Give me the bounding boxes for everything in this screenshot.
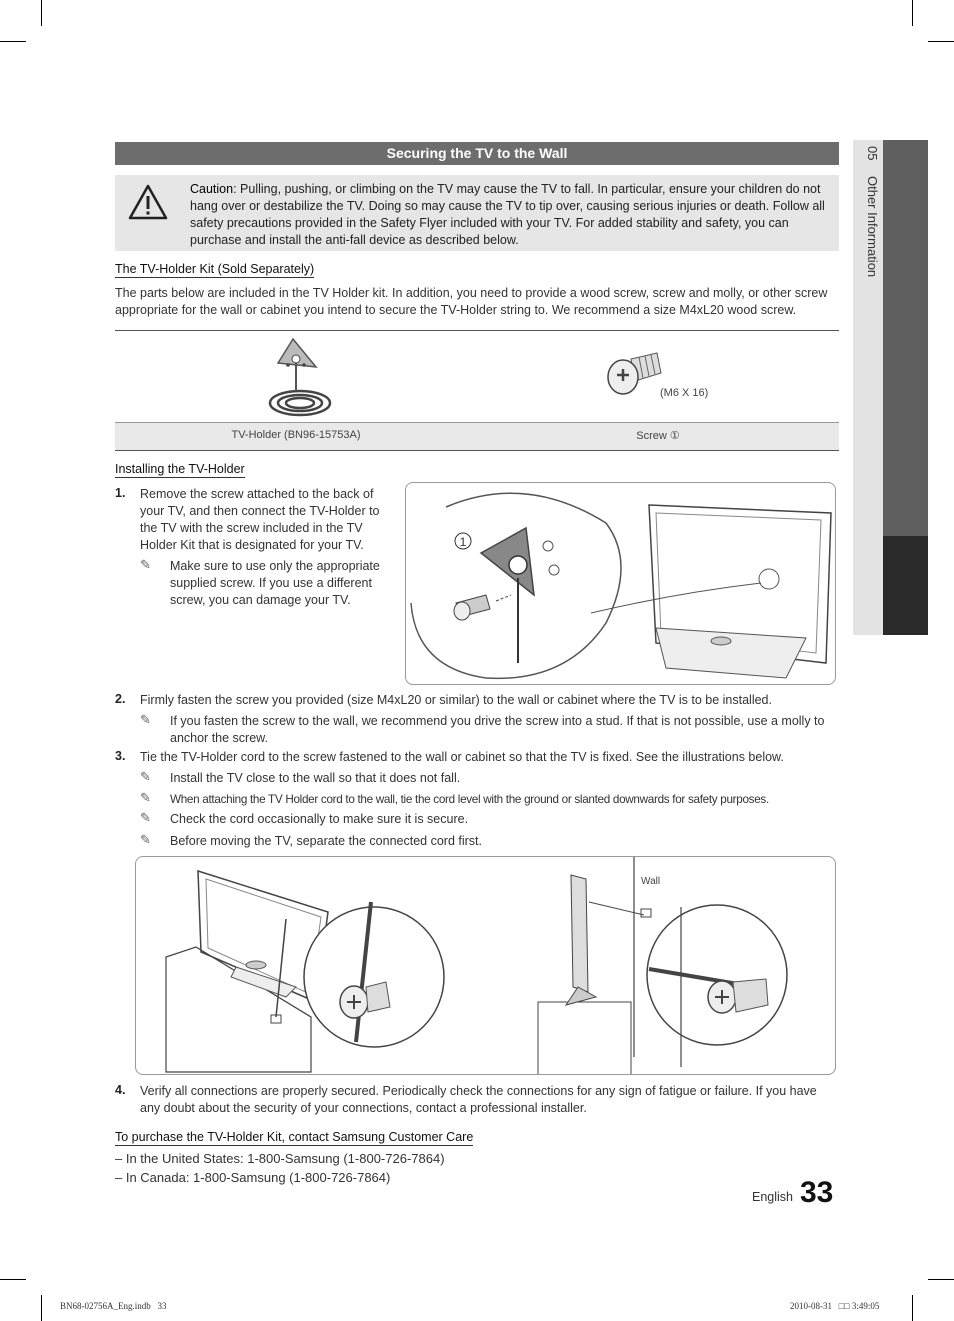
step-note: Before moving the TV, separate the connected cord first. [170, 834, 482, 848]
note-pencil-icon: ✎ [140, 810, 151, 825]
tv-holder-caption: TV-Holder (BN96-15753A) [231, 429, 361, 441]
caution-box [115, 175, 839, 251]
step-number: 3. [115, 749, 126, 763]
note-pencil-icon: ✎ [140, 790, 151, 805]
page-number: 33 [800, 1176, 834, 1209]
figure-marker-text: 1 [459, 535, 467, 549]
note-pencil-icon: ✎ [140, 832, 151, 847]
kit-heading-wrap [115, 260, 314, 278]
tie-cord-illustration [136, 857, 835, 1074]
crop-mark [41, 1295, 42, 1321]
footer-timestamp: 2010-08-31 □□ 3:49:05 [790, 1301, 880, 1311]
footer-language: English [752, 1190, 793, 1204]
crop-mark [912, 0, 913, 26]
crop-mark [928, 1279, 954, 1280]
attach-illustration [406, 483, 835, 684]
purchase-heading: To purchase the TV-Holder Kit, contact Samsung Customer Care [115, 1130, 474, 1144]
kit-intro: The parts below are included in the TV Holder kit. In addition, you need to provide a wood screw, screw and molly, or other screw appropriate for the wall or cabinet you intend to secure the TV-Holder string to. We recommend a size M4xL20 wood screw. [115, 286, 828, 317]
chapter-tab-dark [883, 140, 928, 536]
caution-label: Caution [190, 182, 234, 196]
step-text: Tie the TV-Holder cord to the screw fastened to the wall or cabinet so that the TV is fixed. See the illustrations below. [140, 750, 784, 764]
note-pencil-icon: ✎ [140, 712, 151, 727]
chapter-tab-marker [883, 536, 928, 635]
step-note: When attaching the TV Holder cord to the wall, tie the cord level with the ground or slanted downwards for safety purposes. [170, 793, 769, 806]
contact-canada: – In Canada: 1-800-Samsung (1-800-726-7864) [115, 1170, 391, 1185]
note-pencil-icon: ✎ [140, 769, 151, 784]
tv-holder-illustration [258, 337, 342, 419]
crop-mark [912, 1295, 913, 1321]
install-heading-wrap [115, 460, 245, 478]
section-title: Securing the TV to the Wall [115, 142, 839, 165]
crop-mark [928, 41, 954, 42]
crop-mark [0, 1279, 26, 1280]
step-note: If you fasten the screw to the wall, we recommend you drive the screw into a stud. If that is not possible, use a molly to anchor the screw. [170, 714, 825, 745]
step-note: Check the cord occasionally to make sure it is secure. [170, 812, 469, 826]
caution-text [190, 181, 826, 249]
step-text: Verify all connections are properly secured. Periodically check the connections for any sign of fatigue or failure. If you have any doubt about the security of your connections, contact a professional installer. [140, 1084, 817, 1115]
step-number: 4. [115, 1083, 126, 1097]
screw-size-label: (M6 X 16) [660, 387, 709, 399]
tie-cord-figure [135, 856, 836, 1075]
step-number: 2. [115, 692, 126, 706]
install-heading: Installing the TV-Holder [115, 462, 245, 476]
crop-mark [0, 41, 26, 42]
step-note: Install the TV close to the wall so that it does not fall. [170, 771, 461, 785]
crop-mark [41, 0, 42, 26]
kit-heading: The TV-Holder Kit (Sold Separately) [115, 262, 315, 276]
step-note: Make sure to use only the appropriate supplied screw. If you use a different screw, you can damage your TV. [170, 559, 380, 607]
screw-caption: Screw ① [636, 430, 680, 442]
chapter-title: Other Information [865, 176, 880, 278]
parts-table [115, 330, 839, 451]
chapter-number: 05 [865, 146, 880, 161]
step-text: Remove the screw attached to the back of your TV, and then connect the TV-Holder to the TV with the screw included in the TV Holder Kit that is designated for your TV. [140, 487, 380, 552]
wall-label: Wall [641, 876, 661, 887]
tv-holder-attach-figure [405, 482, 836, 685]
purchase-heading-wrap [115, 1128, 473, 1146]
footer-file: BN68-02756A_Eng.indb 33 [60, 1301, 167, 1311]
step-number: 1. [115, 486, 126, 500]
note-pencil-icon: ✎ [140, 557, 151, 572]
chapter-tab-label [856, 146, 880, 289]
caution-body: : Pulling, pushing, or climbing on the TV may cause the TV to fall. In particular, ensure your children do not hang over or destabilize the TV. Doing so may cause the TV to tip over, causing serious injuries or death. Follow all safety precautions provided in the Safety Flyer included with your TV. For added stability and safety, you can purchase and install the anti-fall device as described below. [190, 182, 825, 247]
warning-icon [128, 184, 168, 220]
step-text: Firmly fasten the screw you provided (size M4xL20 or similar) to the wall or cabinet where the TV is to be installed. [140, 693, 772, 707]
contact-us: – In the United States: 1-800-Samsung (1-800-726-7864) [115, 1151, 445, 1166]
parts-caption-row [115, 422, 839, 450]
screw-illustration [605, 347, 665, 403]
